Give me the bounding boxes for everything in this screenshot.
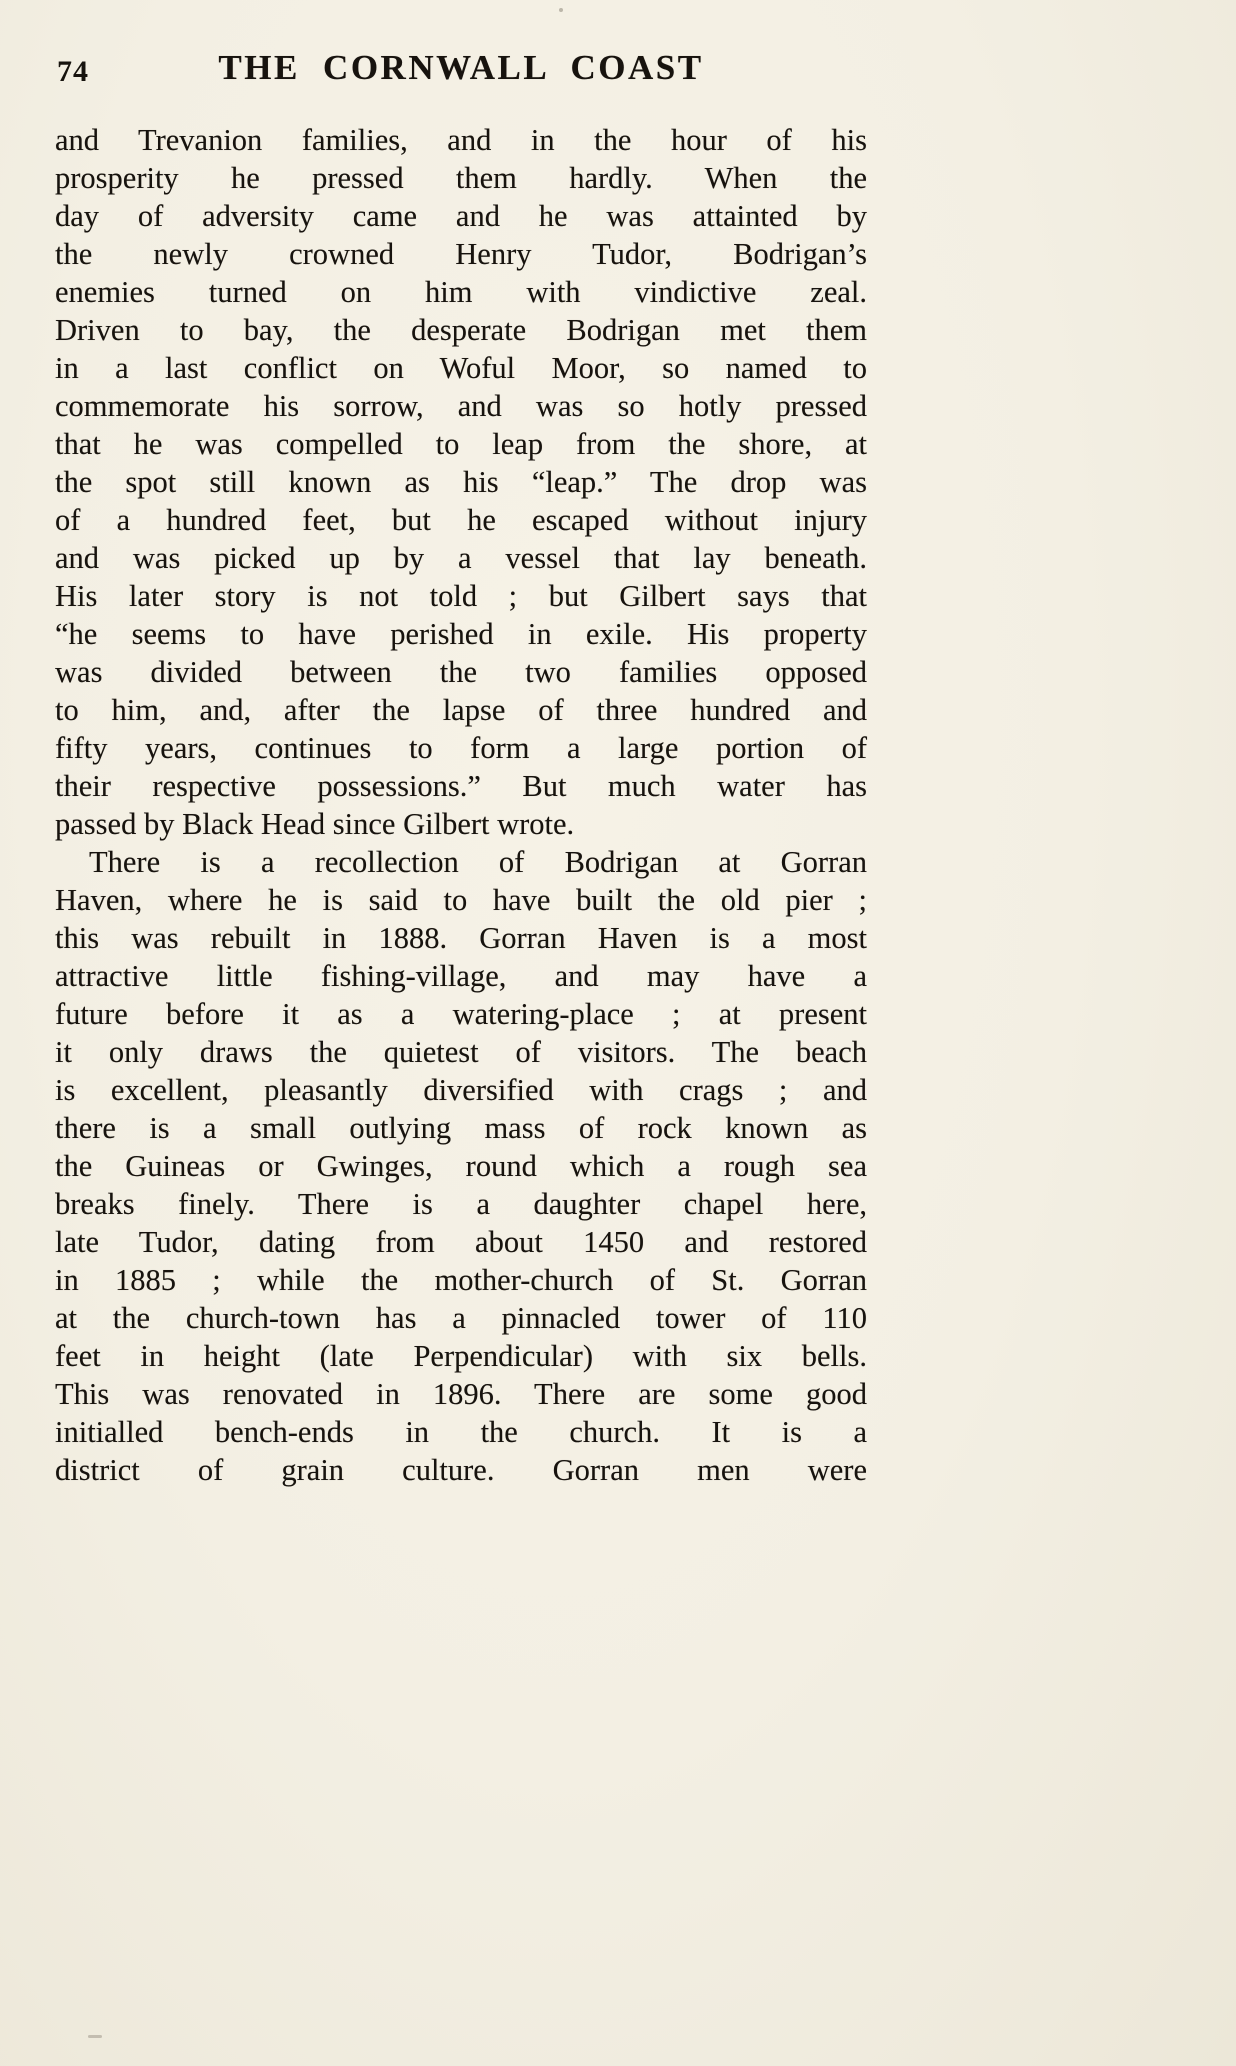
page-text [55,121,867,1489]
text-line: that he was compelled to leap from the shore, at [55,427,867,461]
running-title: THE CORNWALL COAST [218,48,704,87]
paragraph-continuation [55,121,867,843]
text-line: district of grain culture. Gorran men were [55,1453,867,1487]
text-line: is excellent, pleasantly diversified with crags ; and [55,1073,867,1107]
text-line: This was renovated in 1896. There are some good [55,1377,867,1411]
text-line: this was rebuilt in 1888. Gorran Haven is a most [55,921,867,955]
text-line: future before it as a watering-place ; at present [55,997,867,1031]
text-line: initialled bench-ends in the church. It is a [55,1415,867,1449]
text-line: enemies turned on him with vindictive zeal. [55,275,867,309]
text-line: breaks finely. There is a daughter chapel here, [55,1187,867,1221]
text-line: commemorate his sorrow, and was so hotly pressed [55,389,867,423]
text-line: fifty years, continues to form a large portion of [55,731,867,765]
text-line: in 1885 ; while the mother-church of St. Gorran [55,1263,867,1297]
text-line: there is a small outlying mass of rock known as [55,1111,867,1145]
text-line: attractive little fishing-village, and may have a [55,959,867,993]
text-line: the newly crowned Henry Tudor, Bodrigan’s [55,237,867,271]
text-line: His later story is not told ; but Gilbert says that [55,579,867,613]
text-line: their respective possessions.” But much water has [55,769,867,803]
text-line: the spot still known as his “leap.” The drop was [55,465,867,499]
text-line: of a hundred feet, but he escaped without injury [55,503,867,537]
text-line: feet in height (late Perpendicular) with six bells. [55,1339,867,1373]
text-line: to him, and, after the lapse of three hundred and [55,693,867,727]
text-line: There is a recollection of Bodrigan at Gorran [89,845,867,879]
text-line: passed by Black Head since Gilbert wrote. [55,807,575,841]
page-number: 74 [57,55,89,88]
text-line: and Trevanion families, and in the hour of his [55,123,867,157]
paragraph-gorran-haven [55,843,867,1489]
text-line: “he seems to have perished in exile. His property [55,617,867,651]
text-line: was divided between the two families opposed [55,655,867,689]
text-line: at the church-town has a pinnacled tower of 110 [55,1301,867,1335]
text-line: Driven to bay, the desperate Bodrigan met them [55,313,867,347]
text-line: and was picked up by a vessel that lay beneath. [55,541,867,575]
text-line: late Tudor, dating from about 1450 and restored [55,1225,867,1259]
text-line: in a last conflict on Woful Moor, so named to [55,351,867,385]
scan-artifact [559,8,563,12]
scan-artifact [88,2035,102,2038]
text-line: the Guineas or Gwinges, round which a rough sea [55,1149,867,1183]
page-header [55,48,867,94]
text-line: it only draws the quietest of visitors. The beach [55,1035,867,1069]
text-line: prosperity he pressed them hardly. When the [55,161,867,195]
text-line: day of adversity came and he was attainted by [55,199,867,233]
text-line: Haven, where he is said to have built the old pier ; [55,883,867,917]
